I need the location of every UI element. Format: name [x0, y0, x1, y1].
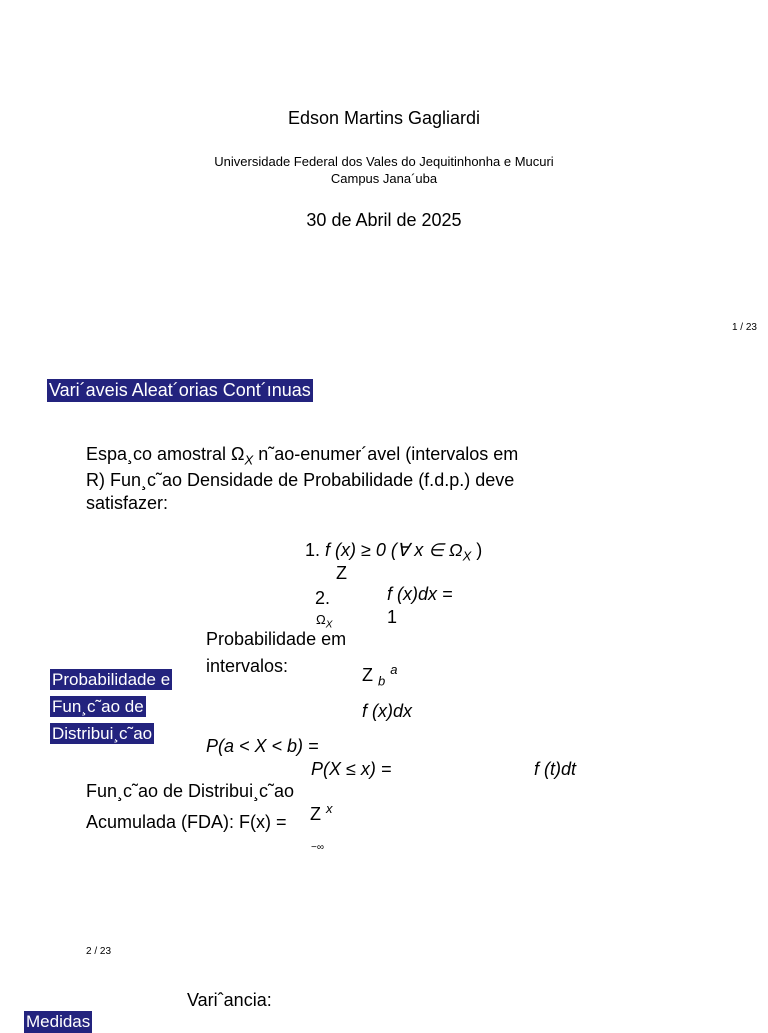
cdf-lower-limit: −∞: [311, 842, 324, 853]
cond1-sub: X: [462, 548, 472, 564]
paragraph-line-2: R) Fun¸c˜ao Densidade de Probabilidade (f.d.p.) deve: [86, 470, 515, 490]
condition-2-lower-limit: [316, 612, 332, 631]
cond1-close: ): [471, 540, 483, 560]
cdf-integral-symbol: Z: [310, 804, 321, 824]
paragraph-line-3: satisfazer:: [86, 493, 169, 513]
page-number-1: 1 / 23: [731, 322, 757, 333]
sidebar-line-1: Probabilidade e: [52, 670, 171, 689]
prob-integral-b: b: [378, 673, 386, 689]
para-text-a: Espa¸co amostral Ω: [86, 444, 245, 464]
condition-2-value: 1: [387, 607, 398, 627]
condition-2-expr: f (x)dx =: [387, 584, 453, 604]
sidebar-partial: Medidas: [26, 1012, 91, 1031]
cond1-expr: f (x) ≥ 0 (∀ x ∈ Ω: [325, 540, 463, 560]
prob-lhs: P(a < X < b) =: [206, 736, 319, 756]
page-number-2: 2 / 23: [86, 946, 112, 957]
cdf-label-line-1: Fun¸c˜ao de Distribui¸c˜ao: [86, 781, 295, 801]
omega-sub: X: [325, 619, 333, 631]
cdf-integral: [310, 801, 333, 825]
cdf-right: f (t)dt: [534, 759, 577, 779]
prob-integrand: f (x)dx: [362, 701, 413, 721]
sidebar-section: [50, 666, 172, 747]
campus-name: Campus Jana´uba: [330, 171, 438, 186]
author-name: Edson Martins Gagliardi: [287, 108, 481, 128]
sidebar-line-3: Distribui¸c˜ao: [52, 724, 153, 743]
prob-label-line-2: intervalos:: [206, 656, 289, 676]
para-text-b: n˜ao-enumer´avel (intervalos em: [253, 444, 519, 464]
para-sub: X: [244, 452, 254, 468]
slide-title: Vari´aveis Aleat´orias Cont´ınuas: [49, 380, 311, 400]
cdf-upper-limit: x: [326, 801, 333, 816]
prob-integral-a: a: [390, 662, 398, 677]
prob-label-line-1: Probabilidade em: [206, 629, 347, 649]
cdf-label-line-2: Acumulada (FDA): F(x) =: [86, 812, 287, 832]
condition-1: [305, 540, 482, 564]
sidebar-line-2: Fun¸c˜ao de: [52, 697, 144, 716]
paragraph-line-1: [86, 444, 518, 468]
cond1-number: 1.: [305, 540, 321, 560]
university-name: Universidade Federal dos Vales do Jequitinhonha e Mucuri: [214, 154, 554, 169]
prob-integral: [362, 662, 398, 689]
variance-heading: Variˆancia:: [187, 990, 272, 1010]
prob-integral-symbol: Z: [362, 665, 373, 685]
integral-symbol-1: Z: [336, 563, 347, 583]
condition-2-number: 2.: [315, 588, 331, 608]
omega-symbol: Ω: [316, 612, 326, 627]
cdf-middle: P(X ≤ x) =: [311, 759, 392, 779]
presentation-date: 30 de Abril de 2025: [306, 210, 462, 230]
